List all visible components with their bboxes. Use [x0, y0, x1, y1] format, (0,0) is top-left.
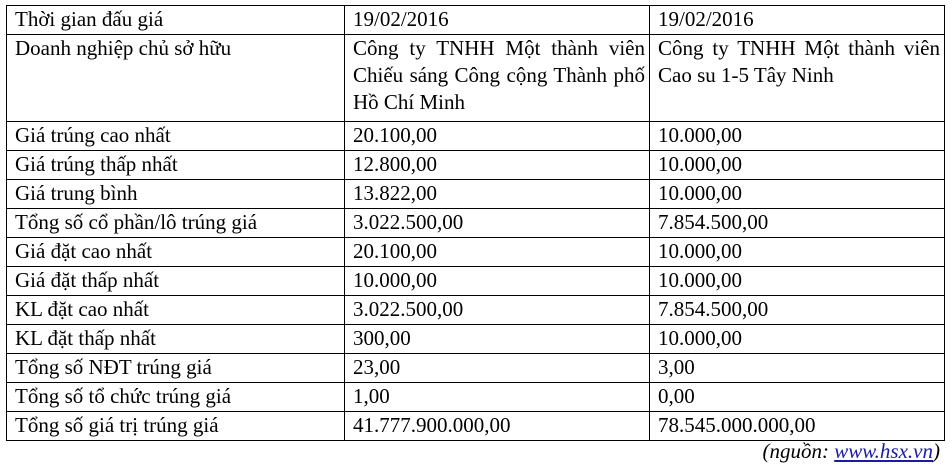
- source-suffix: ): [933, 439, 940, 463]
- value-company-1: 3.022.500,00: [345, 209, 650, 238]
- value-company-2: 10.000,00: [650, 325, 945, 354]
- value-company-1: 20.100,00: [345, 122, 650, 151]
- value-company-2: 10.000,00: [650, 267, 945, 296]
- table-row: [7, 354, 945, 383]
- value-company-2: 7.854.500,00: [650, 296, 945, 325]
- row-label: Tổng số NĐT trúng giá: [7, 354, 345, 383]
- value-company-2: 78.545.000.000,00: [650, 412, 945, 441]
- row-label: Giá trúng thấp nhất: [7, 151, 345, 180]
- auction-results-table: [6, 5, 945, 441]
- value-company-1: 13.822,00: [345, 180, 650, 209]
- row-label: KL đặt thấp nhất: [7, 325, 345, 354]
- table-row: [7, 209, 945, 238]
- value-company-2: 10.000,00: [650, 122, 945, 151]
- table-row: [7, 325, 945, 354]
- owner-company-2: Công ty TNHH Một thành viên Cao su 1-5 Tây Ninh: [650, 35, 945, 122]
- table-row: [7, 238, 945, 267]
- table-body: [7, 6, 945, 441]
- table-row: [7, 151, 945, 180]
- source-citation: [762, 437, 940, 465]
- value-company-1: 300,00: [345, 325, 650, 354]
- value-company-1: 20.100,00: [345, 238, 650, 267]
- auction-date-company-1: 19/02/2016: [345, 6, 650, 35]
- table-row: [7, 180, 945, 209]
- row-label: Tổng số tổ chức trúng giá: [7, 383, 345, 412]
- table-row: [7, 296, 945, 325]
- table-row-auction-date: [7, 6, 945, 35]
- value-company-1: 3.022.500,00: [345, 296, 650, 325]
- row-label: Tổng số cổ phần/lô trúng giá: [7, 209, 345, 238]
- source-prefix: (nguồn:: [762, 439, 835, 463]
- source-link[interactable]: www.hsx.vn: [834, 439, 933, 463]
- value-company-1: 1,00: [345, 383, 650, 412]
- value-company-2: 0,00: [650, 383, 945, 412]
- table-row: [7, 267, 945, 296]
- value-company-1: 41.777.900.000,00: [345, 412, 650, 441]
- value-company-2: 10.000,00: [650, 238, 945, 267]
- value-company-2: 10.000,00: [650, 151, 945, 180]
- row-label: KL đặt cao nhất: [7, 296, 345, 325]
- row-label: Tổng số giá trị trúng giá: [7, 412, 345, 441]
- row-label: Giá trung bình: [7, 180, 345, 209]
- row-label: Giá đặt cao nhất: [7, 238, 345, 267]
- value-company-2: 7.854.500,00: [650, 209, 945, 238]
- table-row-owner: [7, 35, 945, 122]
- value-company-1: 12.800,00: [345, 151, 650, 180]
- row-label-auction-date: Thời gian đấu giá: [7, 6, 345, 35]
- value-company-1: 23,00: [345, 354, 650, 383]
- row-label-owner: Doanh nghiệp chủ sở hữu: [7, 35, 345, 122]
- row-label: Giá đặt thấp nhất: [7, 267, 345, 296]
- table-row: [7, 122, 945, 151]
- auction-date-company-2: 19/02/2016: [650, 6, 945, 35]
- value-company-1: 10.000,00: [345, 267, 650, 296]
- table-row: [7, 383, 945, 412]
- value-company-2: 10.000,00: [650, 180, 945, 209]
- value-company-2: 3,00: [650, 354, 945, 383]
- row-label: Giá trúng cao nhất: [7, 122, 345, 151]
- owner-company-1: Công ty TNHH Một thành viên Chiếu sáng Công cộng Thành phố Hồ Chí Minh: [345, 35, 650, 122]
